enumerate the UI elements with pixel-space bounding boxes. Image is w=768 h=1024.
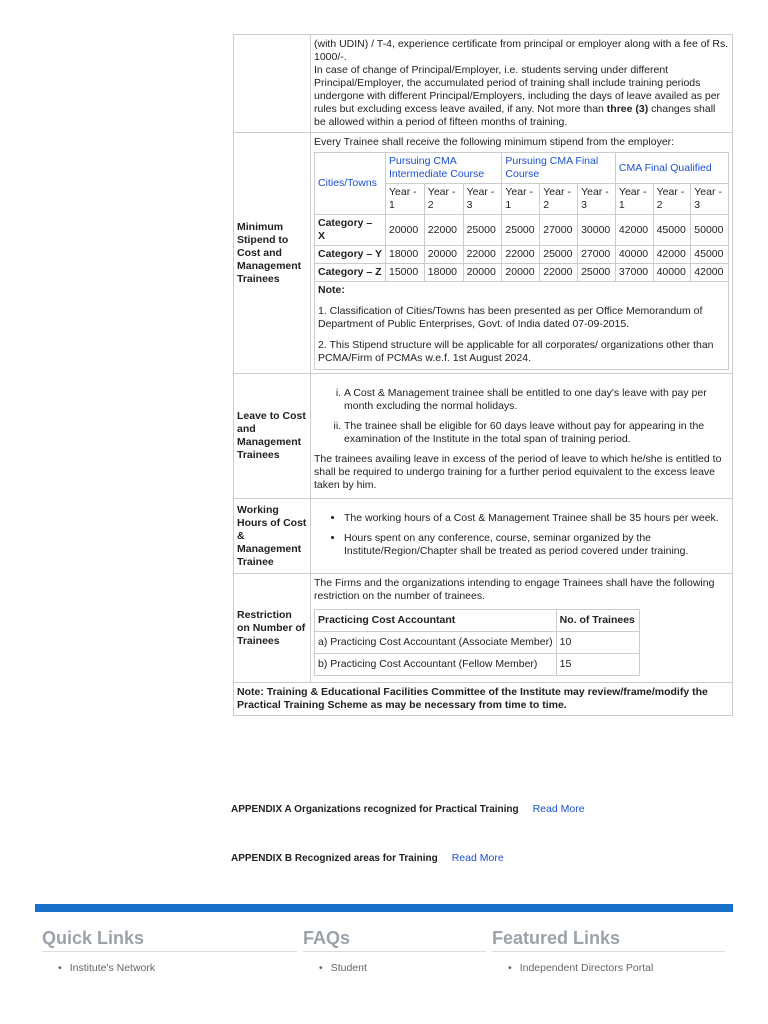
stipend-value: 42000 (691, 264, 729, 282)
stipend-value: 22000 (424, 215, 463, 246)
year-header: Year - 1 (386, 184, 425, 215)
restriction-col2-header: No. of Trainees (556, 610, 639, 632)
stipend-value: 25000 (540, 246, 578, 264)
hours-item: • The working hours of a Cost & Management Trainee shall be 35 hours per week. (344, 512, 729, 525)
continuation-text-c: changes shall be allowed within a period of fifteen months of training. (314, 103, 716, 128)
hours-content (311, 499, 733, 574)
restriction-col1-header: Practicing Cost Accountant (315, 610, 557, 632)
final-note-row (234, 683, 733, 716)
stipend-value: 30000 (578, 215, 616, 246)
restriction-data-row (315, 632, 640, 654)
year-header: Year - 3 (578, 184, 616, 215)
continuation-text-bold: three (3) (606, 103, 649, 115)
stipend-value: 20000 (502, 264, 540, 282)
appendix-b-title: APPENDIX B Recognized areas for Training (231, 853, 438, 864)
year-header: Year - 3 (691, 184, 729, 215)
note-1: 1. Classification of Cities/Towns has been presented as per Office Memorandum of Department of Public Enterprises, Govt. of India dated 07-09-2015. (318, 305, 703, 330)
restriction-label: Restriction on Number of Trainees (234, 574, 311, 683)
continuation-row (234, 35, 733, 133)
leave-content (311, 374, 733, 499)
appendix-b (231, 852, 504, 864)
stipend-value: 18000 (386, 246, 425, 264)
stipend-value: 27000 (578, 246, 616, 264)
leave-item: i. A Cost & Management trainee shall be entitled to one day's leave with pay per month excluding the normal holidays. (344, 387, 729, 413)
year-header: Year - 2 (424, 184, 463, 215)
group-header-final: Pursuing CMA Final Course (502, 153, 616, 184)
leave-paragraph: The trainees availing leave in excess of the period of leave to which he/she is entitled to shall be required to undergo training for a further period equivalent to the excess leave taken by him. (314, 453, 722, 491)
stipend-value: 20000 (386, 215, 425, 246)
stipend-value: 42000 (653, 246, 691, 264)
footer-accent-bar (35, 904, 733, 912)
appendix-b-read-more-link[interactable]: Read More (451, 852, 504, 864)
stipend-note (315, 282, 729, 370)
stipend-value: 50000 (691, 215, 729, 246)
footer-link-institutes-network[interactable]: • Institute's Network (58, 962, 155, 974)
stipend-label: Minimum Stipend to Cost and Management Trainees (234, 133, 311, 374)
year-header: Year - 2 (653, 184, 691, 215)
continuation-line1: (with UDIN) / T-4, experience certificate from principal or employer along with a fee of Rs. 1000/-. (314, 38, 729, 63)
year-header: Year - 2 (540, 184, 578, 215)
stipend-value: 42000 (615, 215, 653, 246)
stipend-value: 18000 (424, 264, 463, 282)
restriction-header-row (315, 610, 640, 632)
stipend-row (234, 133, 733, 374)
continuation-content (311, 35, 733, 133)
restriction-count: 10 (556, 632, 639, 654)
stipend-value: 20000 (424, 246, 463, 264)
continuation-text-a: In case of change of Principal/Employer, i.e. students serving under different Principal/Employer, the accumulated period of training shall include training periods undergone with different Principal/Employers, including the days of leave availed as per rules but excluding excess leave availed, if any. Not more than (314, 64, 721, 115)
category-name: Category – Z (315, 264, 386, 282)
stipend-group-header-row (315, 153, 729, 184)
stipend-value: 15000 (386, 264, 425, 282)
restriction-row (234, 574, 733, 683)
stipend-value: 25000 (578, 264, 616, 282)
category-z-row (315, 264, 729, 282)
note-2: 2. This Stipend structure will be applicable for all corporates/ organizations other than PCMA/Firm of PCMAs w.e.f. 1st August 2024. (318, 339, 714, 364)
continuation-label-cell (234, 35, 311, 133)
stipend-note-row (315, 282, 729, 370)
restriction-intro: The Firms and the organizations intending to engage Trainees shall have the following restriction on the number of trainees. (314, 577, 715, 602)
year-header: Year - 1 (615, 184, 653, 215)
appendix-a (231, 803, 585, 815)
restriction-table (314, 609, 640, 676)
stipend-value: 22000 (502, 246, 540, 264)
stipend-value: 20000 (463, 264, 502, 282)
restriction-type: b) Practicing Cost Accountant (Fellow Member) (315, 654, 557, 676)
hours-label: Working Hours of Cost & Management Trainee (234, 499, 311, 574)
continuation-line2 (314, 64, 729, 129)
restriction-count: 15 (556, 654, 639, 676)
stipend-value: 37000 (615, 264, 653, 282)
stipend-value: 27000 (540, 215, 578, 246)
leave-item: ii. The trainee shall be eligible for 60 days leave without pay for appearing in the examination of the Institute in the total span of training period. (344, 420, 729, 446)
appendix-a-title: APPENDIX A Organizations recognized for Practical Training (231, 804, 519, 815)
hours-row (234, 499, 733, 574)
stipend-value: 25000 (502, 215, 540, 246)
leave-label: Leave to Cost and Management Trainees (234, 374, 311, 499)
group-header-qualified: CMA Final Qualified (615, 153, 728, 184)
category-x-row (315, 215, 729, 246)
hours-item: • Hours spent on any conference, course, seminar organized by the Institute/Region/Chapter shall be treated as period covered under training. (344, 532, 729, 558)
note-title: Note: (318, 284, 345, 296)
category-name: Category – X (315, 215, 386, 246)
stipend-content (311, 133, 733, 374)
restriction-content (311, 574, 733, 683)
leave-list (314, 387, 729, 446)
stipend-value: 40000 (653, 264, 691, 282)
restriction-type: a) Practicing Cost Accountant (Associate Member) (315, 632, 557, 654)
leave-row (234, 374, 733, 499)
footer-heading-faqs: FAQs (303, 928, 486, 952)
appendix-a-read-more-link[interactable]: Read More (532, 803, 585, 815)
footer-link-student[interactable]: • Student (319, 962, 367, 974)
year-header: Year - 3 (463, 184, 502, 215)
stipend-value: 25000 (463, 215, 502, 246)
stipend-value: 22000 (463, 246, 502, 264)
footer-heading-featured-links: Featured Links (492, 928, 725, 952)
final-note: Note: Training & Educational Facilities Committee of the Institute may review/frame/modify the Practical Training Scheme as may be necessary from time to time. (234, 683, 733, 716)
category-y-row (315, 246, 729, 264)
footer-heading-quick-links: Quick Links (42, 928, 297, 952)
stipend-value: 22000 (540, 264, 578, 282)
stipend-value: 45000 (691, 246, 729, 264)
stipend-table (314, 152, 729, 370)
stipend-intro: Every Trainee shall receive the following minimum stipend from the employer: (314, 136, 675, 148)
year-header: Year - 1 (502, 184, 540, 215)
training-scheme-table (233, 34, 733, 716)
restriction-data-row (315, 654, 640, 676)
cities-header: Cities/Towns (315, 153, 386, 215)
stipend-value: 40000 (615, 246, 653, 264)
category-name: Category – Y (315, 246, 386, 264)
stipend-value: 45000 (653, 215, 691, 246)
footer-link-independent-directors[interactable]: • Independent Directors Portal (508, 962, 653, 974)
hours-list (314, 512, 729, 558)
group-header-intermediate: Pursuing CMA Intermediate Course (386, 153, 502, 184)
